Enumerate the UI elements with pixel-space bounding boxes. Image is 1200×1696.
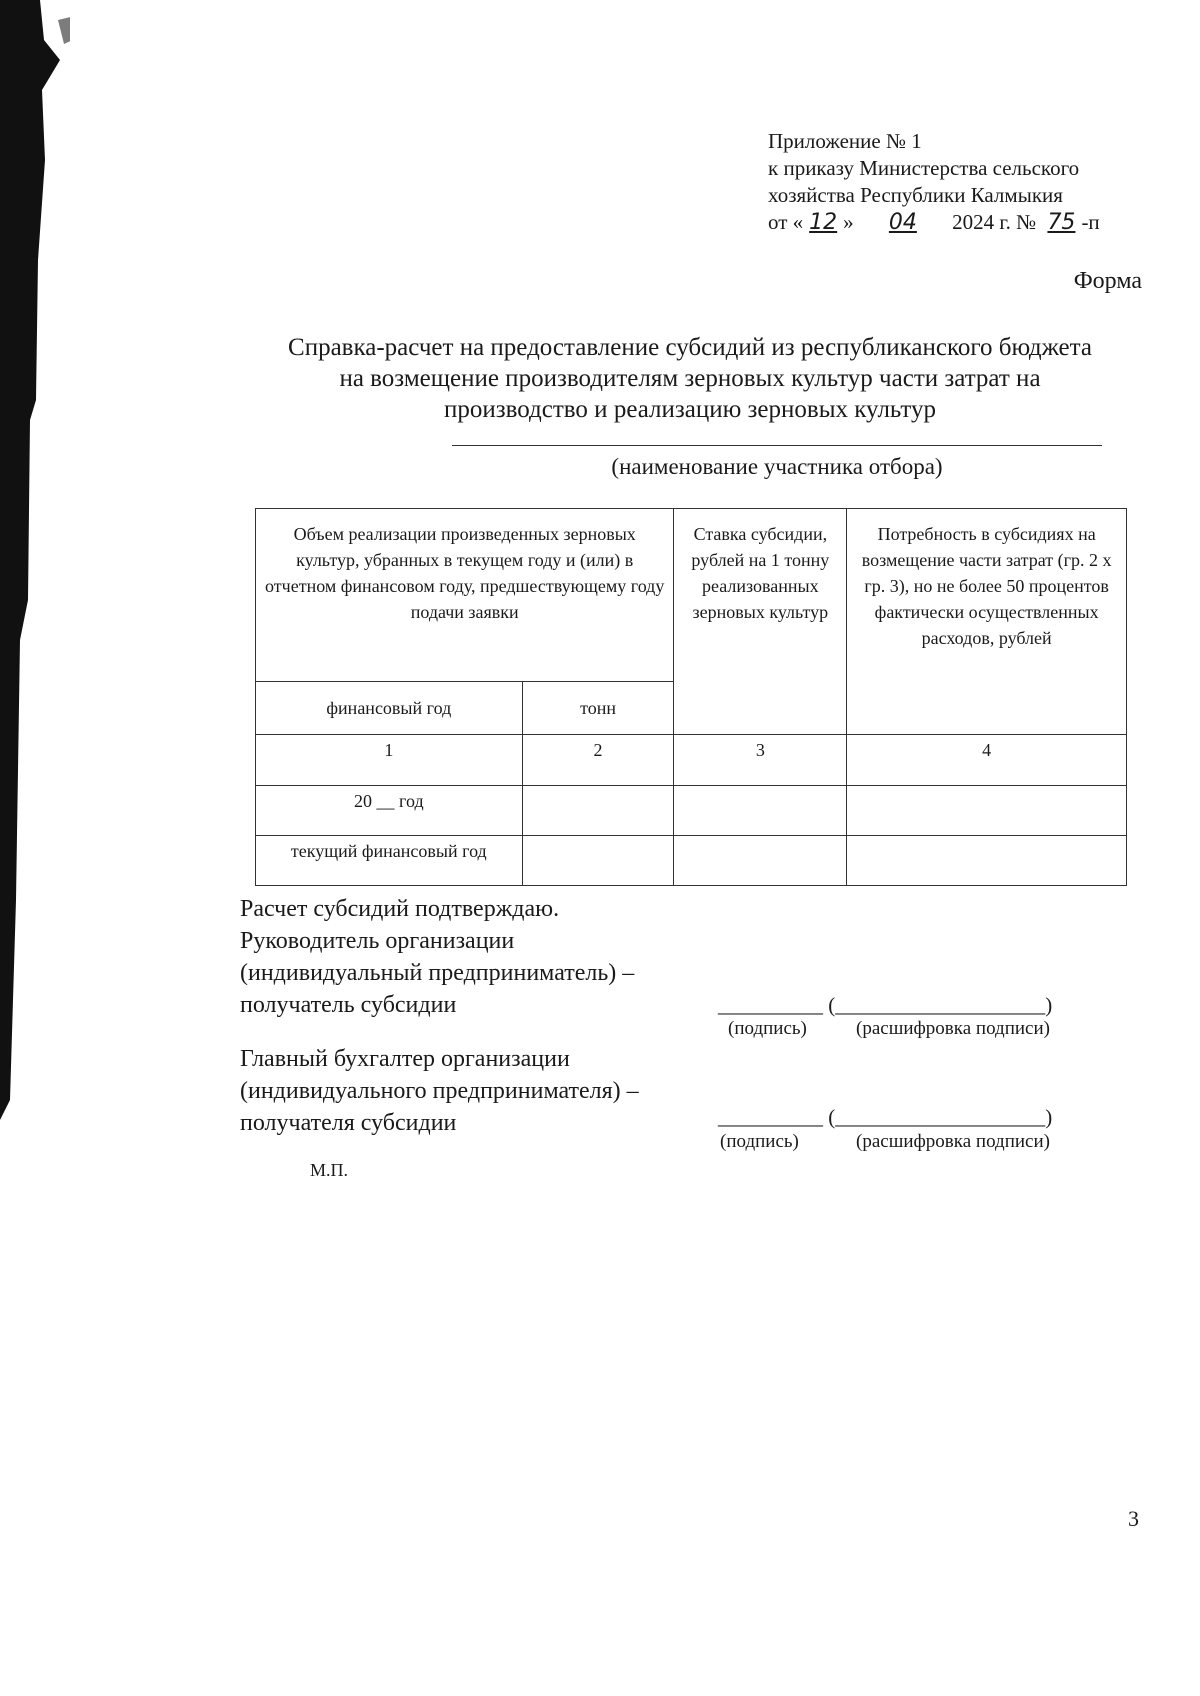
confirm-line-4: получатель субсидии	[240, 992, 457, 1018]
title-line-2: на возмещение производителям зерновых культур части затрат на	[339, 365, 1041, 392]
table-cell	[522, 836, 674, 886]
column-number: 4	[847, 735, 1127, 786]
subsidy-table	[255, 508, 1127, 886]
accountant-signature-caption: (подпись)	[720, 1131, 799, 1152]
head-signature-caption: (подпись)	[728, 1018, 807, 1039]
year-text: 2024 г. №	[952, 210, 1037, 234]
appendix-line-2: к приказу Министерства сельского	[768, 156, 1080, 180]
confirm-line-1: Расчет субсидий подтверждаю.	[240, 896, 560, 922]
accountant-line-2: (индивидуального предпринимателя) –	[240, 1078, 639, 1104]
document-title	[240, 332, 1140, 425]
handwritten-number: 75	[1047, 210, 1076, 235]
appendix-header	[768, 128, 1168, 236]
number-suffix: -п	[1081, 210, 1100, 234]
accountant-line-3: получателя субсидии	[240, 1110, 457, 1136]
accountant-signature-line: __________ (____________________)	[718, 1105, 1053, 1129]
head-signature-line: __________ (____________________)	[718, 993, 1053, 1017]
table-cell	[674, 786, 847, 836]
accountant-line-1: Главный бухгалтер организации	[240, 1046, 570, 1072]
header-rate: Ставка субсидии, рублей на 1 тонну реализованных зерновых культур	[674, 509, 847, 735]
appendix-line-3: хозяйства Республики Калмыкия	[768, 183, 1063, 207]
handwritten-month: 04	[888, 210, 917, 235]
participant-caption: (наименование участника отбора)	[611, 454, 943, 479]
table-cell	[674, 836, 847, 886]
table-cell	[847, 786, 1127, 836]
title-line-3: производство и реализацию зерновых культур	[444, 396, 936, 423]
confirm-line-2: Руководитель организации	[240, 928, 515, 954]
table-cell: 20 __ год	[256, 786, 523, 836]
title-line-1: Справка-расчет на предоставление субсидий из республиканского бюджета	[288, 334, 1092, 361]
header-need: Потребность в субсидиях на возмещение части затрат (гр. 2 х гр. 3), но не более 50 процентов фактически осуществленных расходов, рублей	[847, 509, 1127, 735]
participant-name-line	[452, 445, 1102, 446]
table-cell	[522, 786, 674, 836]
seal-mark: М.П.	[310, 1160, 349, 1180]
confirmation-block	[240, 893, 720, 1021]
column-number: 2	[522, 735, 674, 786]
table-cell	[847, 836, 1127, 886]
column-number: 3	[674, 735, 847, 786]
subheader-tons: тонн	[522, 682, 674, 735]
subheader-financial-year: финансовый год	[256, 682, 523, 735]
page-number: 3	[1128, 1506, 1139, 1531]
form-label: Форма	[1073, 268, 1142, 294]
table-cell: текущий финансовый год	[256, 836, 523, 886]
scan-edge-artifact	[0, 0, 70, 1696]
table-row	[256, 836, 1127, 886]
accountant-block	[240, 1043, 720, 1139]
appendix-date-line	[768, 209, 1168, 236]
accountant-signature-decode-caption: (расшифровка подписи)	[856, 1131, 1050, 1152]
appendix-line-1: Приложение № 1	[768, 129, 922, 153]
date-prefix: от «	[768, 210, 804, 234]
date-mid: »	[843, 210, 854, 234]
handwritten-day: 12	[809, 210, 838, 235]
confirm-line-3: (индивидуальный предприниматель) –	[240, 960, 635, 986]
header-volume: Объем реализации произведенных зерновых культур, убранных в текущем году и (или) в отчетном финансовом году, предшествующему году подачи заявки	[256, 509, 674, 682]
table-row	[256, 786, 1127, 836]
column-numbers-row	[256, 735, 1127, 786]
head-signature-decode-caption: (расшифровка подписи)	[856, 1018, 1050, 1039]
column-number: 1	[256, 735, 523, 786]
